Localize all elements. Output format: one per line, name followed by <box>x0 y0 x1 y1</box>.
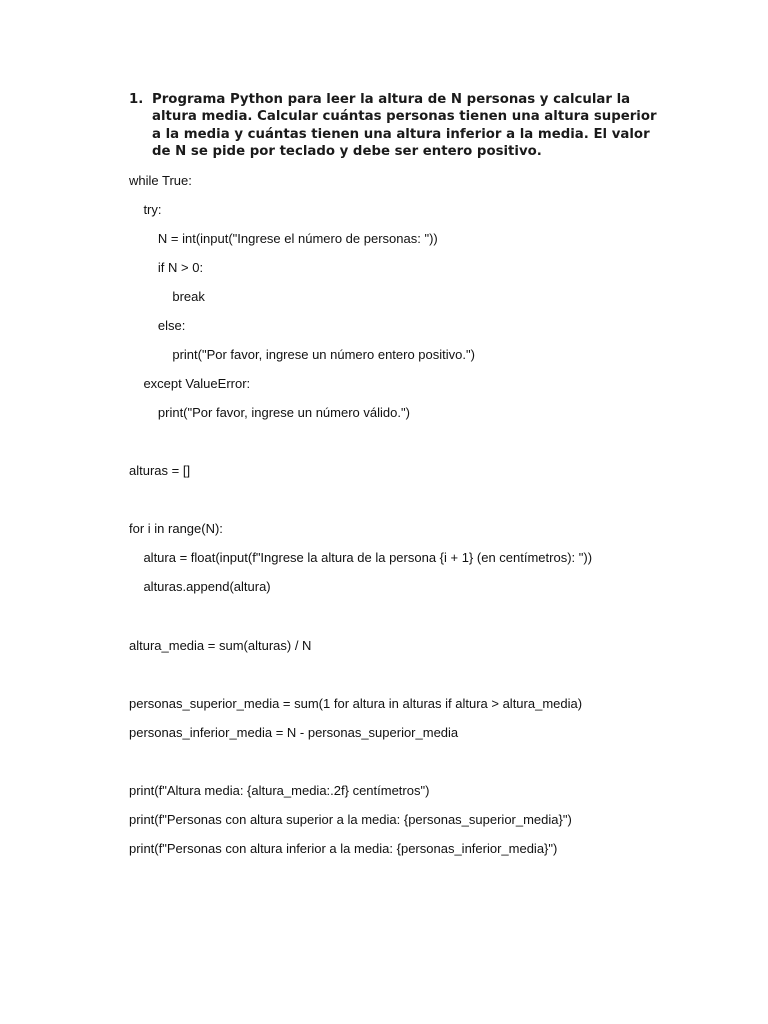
code-line: print("Por favor, ingrese un número válido.") <box>129 405 410 420</box>
code-line: personas_inferior_media = N - personas_superior_media <box>129 725 459 740</box>
code-line: alturas.append(altura) <box>129 579 271 594</box>
code-line: personas_superior_media = sum(1 for altura in alturas if altura > altura_media) <box>129 696 583 711</box>
question-heading <box>129 91 669 160</box>
code-line: try: <box>129 202 162 217</box>
code-line: altura_media = sum(alturas) / N <box>129 638 312 653</box>
code-line: if N > 0: <box>129 260 204 275</box>
code-line: altura = float(input(f"Ingrese la altura de la persona {i + 1} (en centímetros): ")) <box>129 550 593 565</box>
code-line: N = int(input("Ingrese el número de personas: ")) <box>129 231 438 246</box>
code-line: for i in range(N): <box>129 521 223 536</box>
code-line: print(f"Personas con altura inferior a la media: {personas_inferior_media}") <box>129 841 558 856</box>
code-line: alturas = [] <box>129 463 191 478</box>
code-line: except ValueError: <box>129 376 251 391</box>
code-line: print(f"Altura media: {altura_media:.2f} centímetros") <box>129 783 430 798</box>
question-text: Programa Python para leer la altura de N personas y calcular la altura media. Calcular cuántas personas tienen una altura superior a la media y cuántas tienen una altura inferior a la media. El valor de N se pide por teclado y debe ser entero positivo. <box>152 92 657 159</box>
question-number: 1. <box>129 92 144 107</box>
code-line: else: <box>129 318 186 333</box>
code-line: break <box>129 289 205 304</box>
code-line: while True: <box>129 173 192 188</box>
code-line: print("Por favor, ingrese un número entero positivo.") <box>129 347 475 362</box>
code-line: print(f"Personas con altura superior a la media: {personas_superior_media}") <box>129 812 572 827</box>
